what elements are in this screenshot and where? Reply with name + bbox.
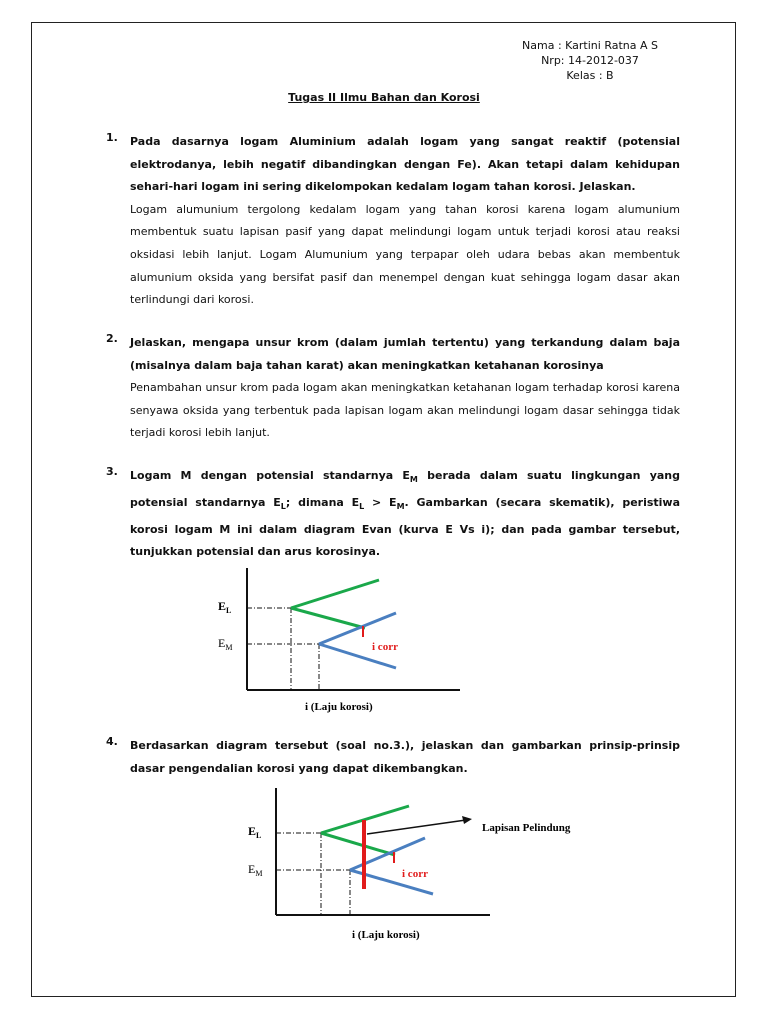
label-el: $E_L$ (248, 824, 262, 840)
green-anodic-line (291, 580, 379, 608)
question-3 (106, 465, 680, 564)
green-cathodic-line (321, 833, 395, 855)
question-number: 1. (106, 131, 118, 144)
evans-diagram-1 (200, 560, 480, 720)
label-em: $E_M$ (248, 862, 263, 878)
answer-text: Logam alumunium tergolong kedalam logam yang tahan korosi karena logam alumunium membentuk suatu lapisan pasif yang dapat melindungi logam untuk terjadi korosi atau reaksi oksidasi lebih lanjut. Logam Alumunium yang terpapar oleh udara bebas akan membentuk alumunium oksida yang bersifat pasif dan menempel dengan kuat sehingga logam dasar akan terlindungi dari korosi. (130, 202, 680, 307)
x-axis-label: i (Laju korosi) (305, 701, 373, 713)
question-text: Berdasarkan diagram tersebut (soal no.3.), jelaskan dan gambarkan prinsip-prinsip dasar pengendalian korosi yang dapat dikembangkan. (130, 739, 680, 775)
answer-text: Penambahan unsur krom pada logam akan meningkatkan ketahanan logam terhadap korosi karena senyawa oksida yang terbentuk pada lapisan logam akan melindungi logam dasar sehingga tidak terjadi korosi lebih lanjut. (130, 381, 680, 440)
student-name: Nama : Kartini Ratna A S (522, 39, 658, 52)
question-text: Jelaskan, mengapa unsur krom (dalam jumlah tertentu) yang terkandung dalam baja (misalnya dalam baja tahan karat) akan meningkatkan ketahanan korosinya (130, 336, 680, 372)
student-info (522, 38, 658, 83)
question-1 (106, 131, 680, 312)
question-text: Pada dasarnya logam Aluminium adalah logam yang sangat reaktif (potensial elektrodanya, lebih negatif dibandingkan dengan Fe). Akan tetapi dalam kehidupan sehari-hari logam ini sering dikelompokan kedalam logam tahan korosi. Jelaskan. (130, 135, 680, 194)
label-em: $E_M$ (218, 636, 233, 652)
label-icorr: i corr (402, 868, 428, 880)
protective-layer-arrow (367, 820, 466, 834)
label-el: $E_L$ (218, 599, 232, 615)
question-4 (106, 735, 680, 780)
student-class: Kelas : B (566, 69, 614, 82)
question-2 (106, 332, 680, 445)
question-number: 2. (106, 332, 118, 345)
question-number: 4. (106, 735, 118, 748)
green-cathodic-line (291, 608, 365, 628)
question-number: 3. (106, 465, 118, 478)
evans-diagram-2 (230, 782, 610, 944)
blue-anodic-line (350, 838, 425, 870)
label-icorr: i corr (372, 641, 398, 653)
document-title: Tugas II Ilmu Bahan dan Korosi (288, 91, 480, 104)
x-axis-label: i (Laju korosi) (352, 929, 420, 941)
student-nrp: Nrp: 14-2012-037 (541, 54, 639, 67)
question-text: Logam M dengan potensial standarnya $E_M$ berada dalam suatu lingkungan yang potensial standarnya $E_L$; dimana $E_L > E_M$. Gambarkan (secara skematik), peristiwa korosi logam M ini dalam diagram Evan (kurva E Vs i); dan pada gambar tersebut, tunjukkan potensial dan arus korosinya. (130, 469, 681, 559)
arrow-head-icon (462, 816, 472, 824)
label-protective-layer: Lapisan Pelindung (482, 822, 571, 834)
